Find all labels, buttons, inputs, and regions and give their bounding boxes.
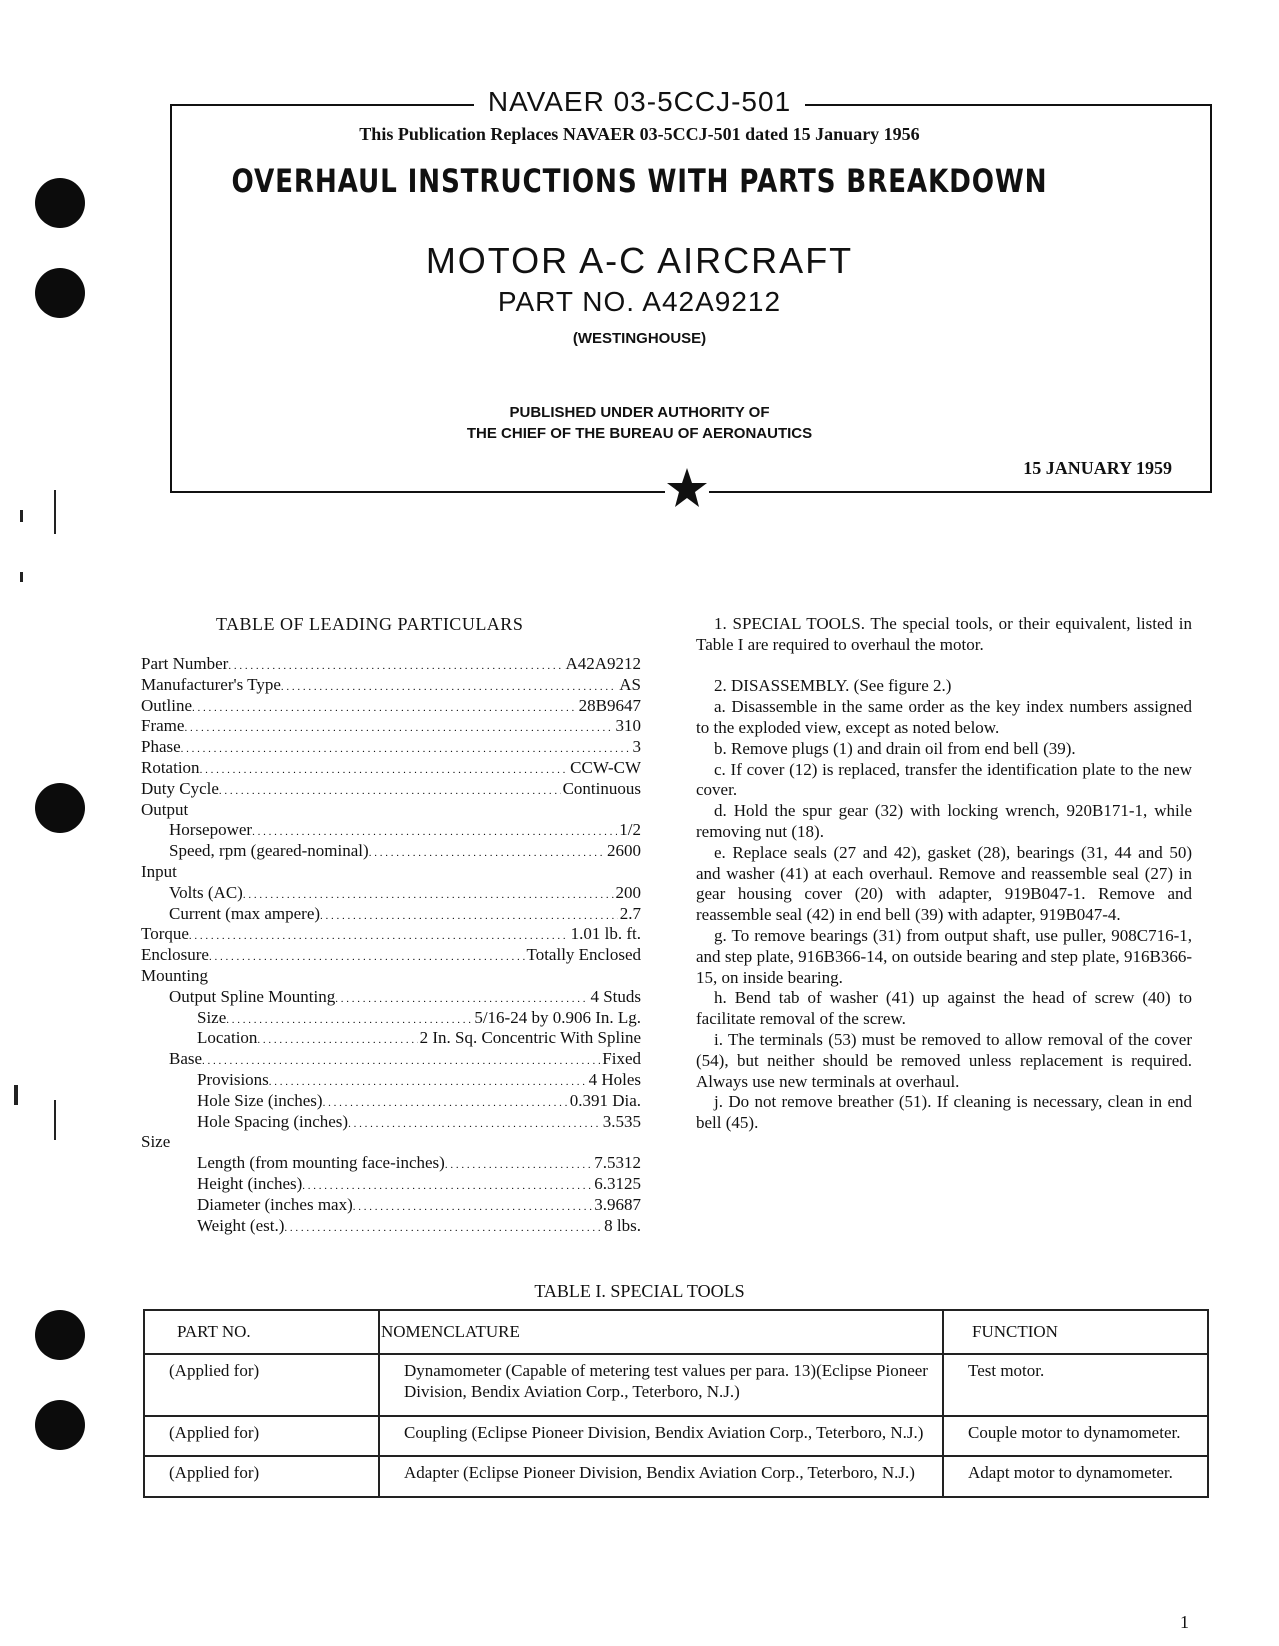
particular-label: Output — [141, 799, 189, 819]
dot-leader — [335, 987, 588, 1008]
para-special-tools: 1. SPECIAL TOOLS. The special tools, or their equivalent, listed in Table I are required to overhaul the motor. — [696, 614, 1192, 654]
particular-value: AS — [619, 674, 641, 694]
cell-part-no: (Applied for) — [144, 1456, 379, 1497]
step-g: g. To remove bearings (31) from output shaft, use puller, 908C716-1, and step plate, 916B366-14, on outside bearing and step plate, 916B366-15, on inside bearing. — [696, 925, 1192, 987]
particular-value: 4 Studs — [590, 986, 641, 1006]
particular-label: Diameter (inches max) — [197, 1194, 353, 1214]
particular-value: 310 — [615, 716, 641, 736]
particular-row — [141, 696, 641, 717]
particular-row — [141, 904, 641, 925]
cell-function: Adapt motor to dynamometer. — [943, 1456, 1208, 1497]
scan-mark — [20, 572, 23, 582]
page-number: 1 — [1180, 1612, 1189, 1632]
particular-label: Horsepower — [169, 820, 253, 840]
leading-particulars-list — [141, 654, 641, 1236]
step-c: c. If cover (12) is replaced, transfer the identification plate to the new cover. — [696, 759, 1192, 800]
step-e: e. Replace seals (27 and 42), gasket (28), bearings (31, 44 and 50) and washer (41) at each overhaul. Remove and reassemble seal (27) in gear housing cover (20) with adapter, 919B047-1. Remove and reassemble seal (42) in end bell (39) with adapter, 919B047-4. — [696, 842, 1192, 925]
dot-leader — [252, 820, 617, 841]
column-header-nomenclature: NOMENCLATURE — [379, 1310, 943, 1354]
particular-value: 28B9647 — [578, 695, 641, 715]
particular-value: 1.01 lb. ft. — [570, 924, 641, 944]
document-heading: OVERHAUL INSTRUCTIONS WITH PARTS BREAKDOWN — [231, 162, 1048, 200]
scan-mark — [54, 1100, 56, 1140]
particular-row — [141, 966, 641, 987]
particular-value: Continuous — [562, 778, 641, 798]
particular-label: Height (inches) — [197, 1173, 303, 1193]
particular-label: Rotation — [141, 757, 200, 777]
particular-label: Outline — [141, 695, 192, 715]
particular-value: 3.9687 — [594, 1194, 641, 1214]
step-h: h. Bend tab of washer (41) up against the head of screw (40) to facilitate removal of the screw. — [696, 988, 1192, 1029]
particular-row — [141, 654, 641, 675]
table-row — [144, 1416, 1208, 1457]
particular-row — [141, 1195, 641, 1216]
particular-label: Provisions — [197, 1069, 269, 1089]
particular-row — [141, 675, 641, 696]
particular-value: 7.5312 — [594, 1153, 641, 1173]
table-row — [144, 1354, 1208, 1416]
special-tools-table — [143, 1309, 1209, 1498]
particular-label: Location — [197, 1028, 258, 1048]
dot-leader — [192, 696, 577, 717]
column-header-function: FUNCTION — [943, 1310, 1208, 1354]
particular-label: Manufacturer's Type — [141, 674, 281, 694]
particular-value: 4 Holes — [588, 1069, 641, 1089]
dot-leader — [369, 841, 605, 862]
binder-hole — [35, 1400, 85, 1450]
dot-leader — [348, 1112, 601, 1133]
particular-value: 2600 — [607, 841, 641, 861]
binder-hole — [35, 783, 85, 833]
particular-row — [141, 1174, 641, 1195]
particular-value: 2 In. Sq. Concentric With Spline — [419, 1028, 641, 1048]
particular-label: Base — [169, 1049, 203, 1069]
particular-value: 0.391 Dia. — [569, 1090, 641, 1110]
dot-leader — [445, 1153, 592, 1174]
step-i: i. The terminals (53) must be removed to allow removal of the cover (54), but neither should be removed unless replacement is required. Always use new terminals at overhaul. — [696, 1029, 1192, 1091]
step-d: d. Hold the spur gear (32) with locking wrench, 920B171-1, while removing nut (18). — [696, 801, 1192, 841]
particular-row — [141, 1216, 641, 1237]
particular-label: Frame — [141, 716, 185, 736]
particular-value: 2.7 — [619, 903, 641, 923]
particular-label: Part Number — [141, 654, 229, 673]
particular-value: Totally Enclosed — [526, 945, 641, 965]
document-title: MOTOR A-C AIRCRAFT — [425, 240, 854, 281]
particular-label: Current (max ampere) — [169, 903, 321, 923]
dot-leader — [181, 737, 631, 758]
particular-value: 8 lbs. — [604, 1215, 641, 1235]
cell-part-no: (Applied for) — [144, 1416, 379, 1457]
particular-value: 1/2 — [619, 820, 641, 840]
manufacturer: (WESTINGHOUSE) — [572, 330, 707, 347]
dot-leader — [353, 1195, 592, 1216]
dot-leader — [320, 904, 618, 925]
particular-row — [141, 1112, 641, 1133]
particular-label: Output Spline Mounting — [169, 986, 336, 1006]
cell-function: Test motor. — [943, 1354, 1208, 1416]
particular-label: Enclosure — [141, 945, 209, 965]
cell-part-no: (Applied for) — [144, 1354, 379, 1416]
particular-row — [141, 1153, 641, 1174]
step-a: a. Disassemble in the same order as the key index numbers assigned to the exploded view, except as noted below. — [696, 697, 1192, 737]
particular-value: 3.535 — [602, 1111, 641, 1131]
scan-mark — [20, 510, 23, 522]
para-disassembly: 2. DISASSEMBLY. (See figure 2.) — [714, 676, 952, 696]
dot-leader — [257, 1028, 417, 1049]
particular-value: Fixed — [602, 1049, 641, 1069]
particular-label: Input — [141, 861, 177, 881]
particular-row — [141, 758, 641, 779]
particular-label: Volts (AC) — [169, 882, 243, 902]
cell-function: Couple motor to dynamometer. — [943, 1416, 1208, 1457]
authority-line-1: PUBLISHED UNDER AUTHORITY OF — [509, 404, 770, 421]
binder-hole — [35, 1310, 85, 1360]
special-tools-title: TABLE I. SPECIAL TOOLS — [534, 1281, 745, 1301]
particular-label: Phase — [141, 737, 181, 757]
particular-value: CCW-CW — [570, 757, 641, 777]
dot-leader — [184, 716, 613, 737]
cell-nomenclature: Adapter (Eclipse Pioneer Division, Bendix Aviation Corp., Teterboro, N.J.) — [379, 1456, 943, 1497]
particular-value: 6.3125 — [594, 1173, 641, 1193]
dot-leader — [228, 654, 563, 675]
cell-nomenclature: Dynamometer (Capable of metering test values per para. 13)(Eclipse Pioneer Division, Bendix Aviation Corp., Teterboro, N.J.) — [379, 1354, 943, 1416]
particular-label: Mounting — [141, 965, 209, 985]
particular-row — [141, 1028, 641, 1049]
dot-leader — [302, 1174, 592, 1195]
dot-leader — [323, 1091, 568, 1112]
star-icon — [665, 466, 709, 510]
instructions-column — [696, 614, 1192, 1134]
particular-row — [141, 841, 641, 862]
dot-leader — [202, 1049, 600, 1070]
particular-label: Hole Size (inches) — [197, 1090, 323, 1110]
particular-value: A42A9212 — [565, 654, 641, 673]
particular-row — [141, 779, 641, 800]
particular-row — [141, 924, 641, 945]
dot-leader — [269, 1070, 587, 1091]
dot-leader — [284, 1216, 602, 1237]
authority-statement — [0, 402, 1279, 444]
publication-number: NAVAER 03-5CCJ-501 — [474, 86, 805, 117]
particular-row — [141, 987, 641, 1008]
cell-nomenclature: Coupling (Eclipse Pioneer Division, Bendix Aviation Corp., Teterboro, N.J.) — [379, 1416, 943, 1457]
dot-leader — [226, 1008, 472, 1029]
table-row — [144, 1456, 1208, 1497]
particular-row — [141, 820, 641, 841]
particular-row — [141, 1132, 641, 1153]
particular-row — [141, 1049, 641, 1070]
replaces-note: This Publication Replaces NAVAER 03-5CCJ-501 dated 15 January 1956 — [359, 124, 920, 144]
dot-leader — [189, 924, 569, 945]
particular-row — [141, 1070, 641, 1091]
particular-label: Length (from mounting face-inches) — [197, 1153, 445, 1173]
particular-label: Weight (est.) — [197, 1215, 285, 1235]
particular-row — [141, 800, 641, 821]
table-header-row — [144, 1310, 1208, 1354]
dot-leader — [281, 675, 617, 696]
dot-leader — [200, 758, 569, 779]
dot-leader — [209, 945, 525, 966]
publication-date: 15 JANUARY 1959 — [1023, 458, 1172, 478]
particular-label: Torque — [141, 924, 189, 944]
particular-value: 3 — [632, 737, 641, 757]
publication-number-row — [0, 86, 1279, 118]
column-header-part-no: PART NO. — [144, 1310, 379, 1354]
part-number-heading: PART NO. A42A9212 — [497, 286, 782, 317]
scan-mark — [54, 490, 56, 534]
authority-line-2: THE CHIEF OF THE BUREAU OF AERONAUTICS — [466, 425, 813, 442]
particular-row — [141, 883, 641, 904]
particular-label: Hole Spacing (inches) — [197, 1111, 349, 1131]
particular-value: 200 — [615, 882, 641, 902]
step-b: b. Remove plugs (1) and drain oil from end bell (39). — [714, 738, 1076, 758]
particular-row — [141, 716, 641, 737]
dot-leader — [219, 779, 561, 800]
particular-row — [141, 1008, 641, 1029]
particular-label: Size — [141, 1132, 171, 1152]
particular-label: Speed, rpm (geared-nominal) — [169, 841, 369, 861]
particular-value: 5/16-24 by 0.906 In. Lg. — [474, 1007, 641, 1027]
particular-row — [141, 737, 641, 758]
particular-row — [141, 945, 641, 966]
binder-hole — [35, 178, 85, 228]
particular-row — [141, 1091, 641, 1112]
scan-mark — [14, 1085, 18, 1105]
particular-label: Size — [197, 1007, 227, 1027]
step-j: j. Do not remove breather (51). If cleaning is necessary, clean in end bell (45). — [696, 1092, 1192, 1133]
particular-label: Duty Cycle — [141, 778, 219, 798]
leading-particulars-title: TABLE OF LEADING PARTICULARS — [216, 614, 524, 634]
dot-leader — [243, 883, 614, 904]
particular-row — [141, 862, 641, 883]
